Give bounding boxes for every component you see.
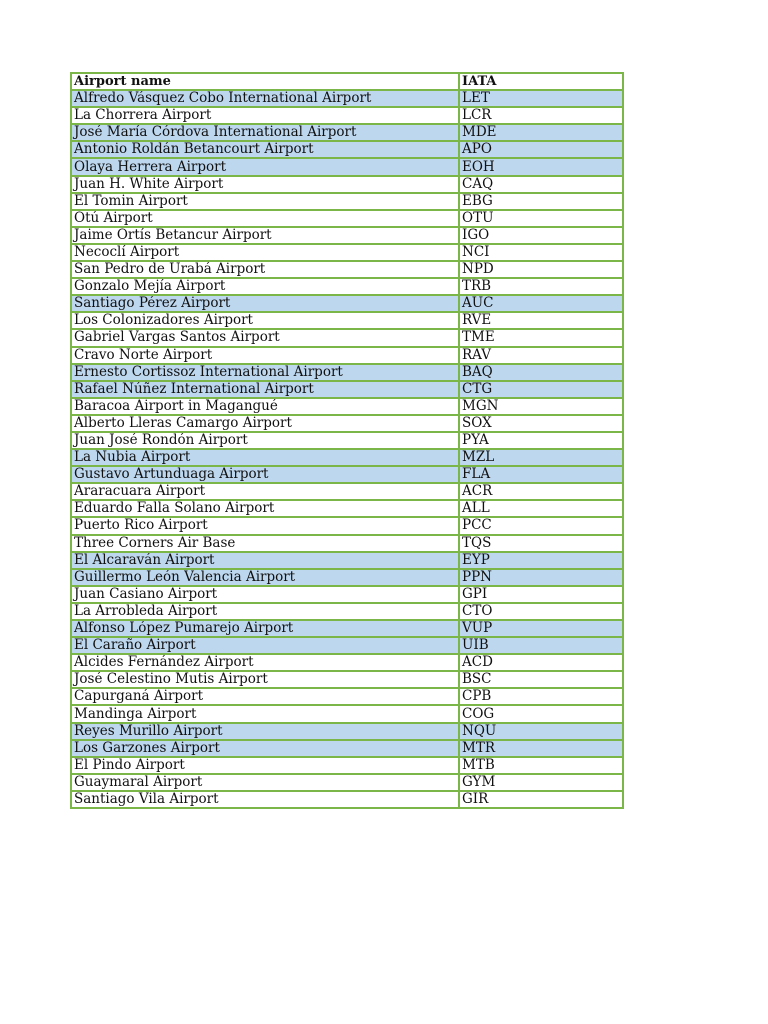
iata-code-cell: MGN bbox=[459, 398, 623, 415]
iata-code-cell: EOH bbox=[459, 158, 623, 175]
table-row bbox=[71, 483, 623, 500]
airport-name-cell: Antonio Roldán Betancourt Airport bbox=[71, 141, 459, 158]
table-row bbox=[71, 535, 623, 552]
table-row bbox=[71, 637, 623, 654]
table-row bbox=[71, 329, 623, 346]
iata-code-cell: ALL bbox=[459, 500, 623, 517]
iata-code-cell: NQU bbox=[459, 723, 623, 740]
iata-code-cell: CAQ bbox=[459, 176, 623, 193]
iata-code-cell: RVE bbox=[459, 312, 623, 329]
airport-name-cell: José Celestino Mutis Airport bbox=[71, 671, 459, 688]
iata-code-cell: MTR bbox=[459, 740, 623, 757]
table-body bbox=[71, 90, 623, 808]
iata-code-cell: EBG bbox=[459, 193, 623, 210]
table-row bbox=[71, 124, 623, 141]
airport-name-cell: Guillermo León Valencia Airport bbox=[71, 569, 459, 586]
airports-table bbox=[70, 72, 624, 809]
table-row bbox=[71, 552, 623, 569]
iata-code-cell: TME bbox=[459, 329, 623, 346]
iata-code-cell: GYM bbox=[459, 774, 623, 791]
airport-name-cell: Puerto Rico Airport bbox=[71, 517, 459, 534]
iata-code-cell: UIB bbox=[459, 637, 623, 654]
iata-code-cell: MZL bbox=[459, 449, 623, 466]
airport-name-cell: Olaya Herrera Airport bbox=[71, 158, 459, 175]
iata-code-cell: CTG bbox=[459, 381, 623, 398]
airport-name-cell: Eduardo Falla Solano Airport bbox=[71, 500, 459, 517]
airport-name-cell: Baracoa Airport in Magangué bbox=[71, 398, 459, 415]
airport-name-cell: El Pindo Airport bbox=[71, 757, 459, 774]
iata-code-cell: SOX bbox=[459, 415, 623, 432]
iata-code-cell: GIR bbox=[459, 791, 623, 808]
table-row bbox=[71, 398, 623, 415]
airport-name-cell: Alfredo Vásquez Cobo International Airport bbox=[71, 90, 459, 107]
table-header-row bbox=[71, 73, 623, 90]
table-row bbox=[71, 347, 623, 364]
iata-code-cell: APO bbox=[459, 141, 623, 158]
iata-code-cell: PCC bbox=[459, 517, 623, 534]
airport-name-cell: Los Colonizadores Airport bbox=[71, 312, 459, 329]
table-row bbox=[71, 723, 623, 740]
table-row bbox=[71, 517, 623, 534]
table-row bbox=[71, 466, 623, 483]
airport-name-cell: Alfonso López Pumarejo Airport bbox=[71, 620, 459, 637]
airport-name-cell: Juan H. White Airport bbox=[71, 176, 459, 193]
table-row bbox=[71, 176, 623, 193]
airport-name-cell: Capurganá Airport bbox=[71, 688, 459, 705]
iata-code-cell: NCI bbox=[459, 244, 623, 261]
table-row bbox=[71, 312, 623, 329]
airport-name-cell: Ernesto Cortissoz International Airport bbox=[71, 364, 459, 381]
airport-name-cell: La Arrobleda Airport bbox=[71, 603, 459, 620]
table-row bbox=[71, 278, 623, 295]
iata-code-cell: IGO bbox=[459, 227, 623, 244]
iata-code-cell: PPN bbox=[459, 569, 623, 586]
table-row bbox=[71, 740, 623, 757]
airport-name-cell: Juan Casiano Airport bbox=[71, 586, 459, 603]
table-row bbox=[71, 603, 623, 620]
table-row bbox=[71, 261, 623, 278]
iata-code-cell: GPI bbox=[459, 586, 623, 603]
table-row bbox=[71, 381, 623, 398]
iata-code-cell: CPB bbox=[459, 688, 623, 705]
table-row bbox=[71, 705, 623, 722]
airport-name-cell: Reyes Murillo Airport bbox=[71, 723, 459, 740]
table-row bbox=[71, 193, 623, 210]
airport-name-cell: Santiago Pérez Airport bbox=[71, 295, 459, 312]
iata-code-cell: ACD bbox=[459, 654, 623, 671]
airport-name-cell: Santiago Vila Airport bbox=[71, 791, 459, 808]
table-row bbox=[71, 432, 623, 449]
airport-name-cell: La Nubia Airport bbox=[71, 449, 459, 466]
iata-code-cell: LET bbox=[459, 90, 623, 107]
iata-code-cell: ACR bbox=[459, 483, 623, 500]
header-iata: IATA bbox=[459, 73, 623, 90]
airport-name-cell: Alberto Lleras Camargo Airport bbox=[71, 415, 459, 432]
table-row bbox=[71, 620, 623, 637]
table-row bbox=[71, 141, 623, 158]
airport-name-cell: La Chorrera Airport bbox=[71, 107, 459, 124]
iata-code-cell: BSC bbox=[459, 671, 623, 688]
iata-code-cell: TQS bbox=[459, 535, 623, 552]
table-row bbox=[71, 757, 623, 774]
table-row bbox=[71, 158, 623, 175]
table-row bbox=[71, 210, 623, 227]
table-row bbox=[71, 295, 623, 312]
airport-name-cell: Three Corners Air Base bbox=[71, 535, 459, 552]
airport-name-cell: Guaymaral Airport bbox=[71, 774, 459, 791]
airport-name-cell: Gonzalo Mejía Airport bbox=[71, 278, 459, 295]
airport-name-cell: Rafael Núñez International Airport bbox=[71, 381, 459, 398]
iata-code-cell: MTB bbox=[459, 757, 623, 774]
table-row bbox=[71, 688, 623, 705]
table-row bbox=[71, 774, 623, 791]
table-row bbox=[71, 364, 623, 381]
iata-code-cell: RAV bbox=[459, 347, 623, 364]
iata-code-cell: TRB bbox=[459, 278, 623, 295]
table-row bbox=[71, 449, 623, 466]
table-row bbox=[71, 569, 623, 586]
table-row bbox=[71, 415, 623, 432]
table-row bbox=[71, 500, 623, 517]
airport-name-cell: Gustavo Artunduaga Airport bbox=[71, 466, 459, 483]
iata-code-cell: EYP bbox=[459, 552, 623, 569]
iata-code-cell: NPD bbox=[459, 261, 623, 278]
airport-name-cell: Alcides Fernández Airport bbox=[71, 654, 459, 671]
iata-code-cell: AUC bbox=[459, 295, 623, 312]
iata-code-cell: OTU bbox=[459, 210, 623, 227]
airport-name-cell: Juan José Rondón Airport bbox=[71, 432, 459, 449]
table-row bbox=[71, 671, 623, 688]
table-row bbox=[71, 791, 623, 808]
airport-name-cell: Otú Airport bbox=[71, 210, 459, 227]
iata-code-cell: COG bbox=[459, 705, 623, 722]
airport-name-cell: Cravo Norte Airport bbox=[71, 347, 459, 364]
iata-code-cell: PYA bbox=[459, 432, 623, 449]
iata-code-cell: FLA bbox=[459, 466, 623, 483]
airport-name-cell: Jaime Ortís Betancur Airport bbox=[71, 227, 459, 244]
table-row bbox=[71, 227, 623, 244]
iata-code-cell: BAQ bbox=[459, 364, 623, 381]
table-row bbox=[71, 654, 623, 671]
iata-code-cell: LCR bbox=[459, 107, 623, 124]
airport-name-cell: Necoclí Airport bbox=[71, 244, 459, 261]
airport-name-cell: Los Garzones Airport bbox=[71, 740, 459, 757]
airport-name-cell: Araracuara Airport bbox=[71, 483, 459, 500]
iata-code-cell: VUP bbox=[459, 620, 623, 637]
table-row bbox=[71, 107, 623, 124]
airport-name-cell: San Pedro de Urabá Airport bbox=[71, 261, 459, 278]
table-row bbox=[71, 244, 623, 261]
table-row bbox=[71, 90, 623, 107]
airport-name-cell: Mandinga Airport bbox=[71, 705, 459, 722]
table-row bbox=[71, 586, 623, 603]
airport-name-cell: El Caraño Airport bbox=[71, 637, 459, 654]
airport-name-cell: José María Córdova International Airport bbox=[71, 124, 459, 141]
airport-name-cell: Gabriel Vargas Santos Airport bbox=[71, 329, 459, 346]
airport-name-cell: El Tomin Airport bbox=[71, 193, 459, 210]
iata-code-cell: MDE bbox=[459, 124, 623, 141]
iata-code-cell: CTO bbox=[459, 603, 623, 620]
header-airport-name: Airport name bbox=[71, 73, 459, 90]
airport-name-cell: El Alcaraván Airport bbox=[71, 552, 459, 569]
